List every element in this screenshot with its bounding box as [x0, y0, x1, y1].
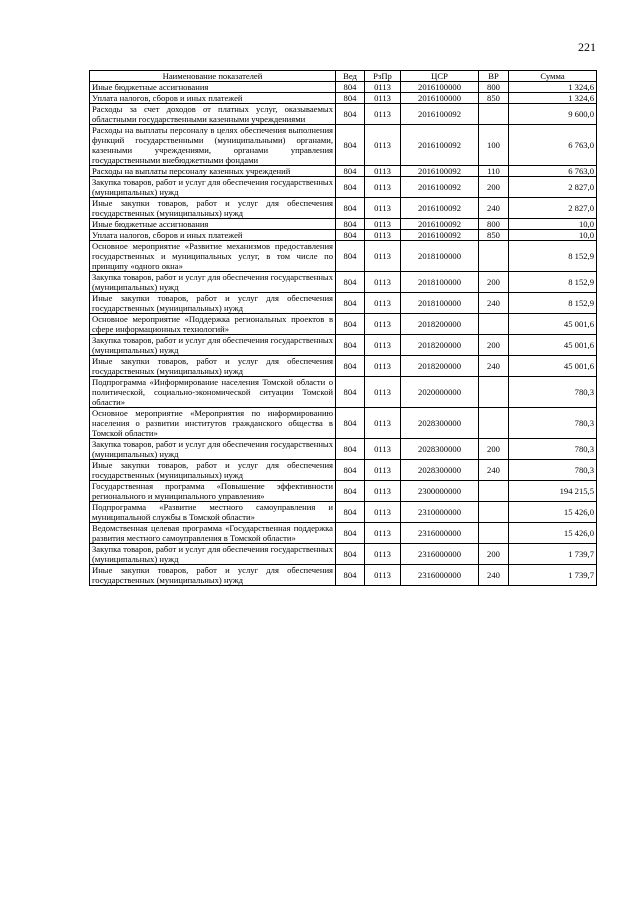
cell-rzpr: 0113: [365, 241, 401, 272]
cell-rzpr: 0113: [365, 565, 401, 586]
cell-name: Закупка товаров, работ и услуг для обеспечения государственных (муниципальных) нужд: [90, 335, 336, 356]
table-row: [90, 335, 597, 356]
cell-vr: 240: [479, 198, 509, 219]
table-row: [90, 272, 597, 293]
cell-csr: 2016100092: [401, 219, 479, 230]
cell-rzpr: 0113: [365, 272, 401, 293]
table-row: [90, 408, 597, 439]
cell-vr: [479, 523, 509, 544]
cell-csr: 2018100000: [401, 241, 479, 272]
header-vr: ВР: [479, 71, 509, 82]
cell-vr: 240: [479, 460, 509, 481]
cell-vr: 200: [479, 335, 509, 356]
cell-name: Иные бюджетные ассигнования: [90, 219, 336, 230]
cell-rzpr: 0113: [365, 125, 401, 166]
cell-vr: 240: [479, 356, 509, 377]
cell-vr: [479, 377, 509, 408]
cell-ved: 804: [336, 544, 365, 565]
cell-sum: 780,3: [509, 460, 597, 481]
cell-sum: 15 426,0: [509, 523, 597, 544]
cell-ved: 804: [336, 166, 365, 177]
cell-name: Расходы на выплаты персоналу в целях обеспечения выполнения функций государственными (муниципальными) органами, казенными учреждениями, органами управления государственными внебюджетными фондами: [90, 125, 336, 166]
cell-name: Государственная программа «Повышение эффективности регионального и муниципального управления»: [90, 481, 336, 502]
cell-name: Уплата налогов, сборов и иных платежей: [90, 93, 336, 104]
cell-rzpr: 0113: [365, 93, 401, 104]
cell-ved: 804: [336, 314, 365, 335]
cell-sum: 45 001,6: [509, 335, 597, 356]
cell-name: Иные закупки товаров, работ и услуг для обеспечения государственных (муниципальных) нужд: [90, 460, 336, 481]
table-row: [90, 166, 597, 177]
cell-name: Уплата налогов, сборов и иных платежей: [90, 230, 336, 241]
cell-vr: [479, 241, 509, 272]
cell-name: Закупка товаров, работ и услуг для обеспечения государственных (муниципальных) нужд: [90, 272, 336, 293]
cell-name: Закупка товаров, работ и услуг для обеспечения государственных (муниципальных) нужд: [90, 177, 336, 198]
table-row: [90, 93, 597, 104]
table-header-row: [90, 71, 597, 82]
table-row: [90, 198, 597, 219]
cell-rzpr: 0113: [365, 82, 401, 93]
cell-ved: 804: [336, 125, 365, 166]
cell-rzpr: 0113: [365, 219, 401, 230]
cell-ved: 804: [336, 523, 365, 544]
cell-sum: 780,3: [509, 377, 597, 408]
cell-rzpr: 0113: [365, 177, 401, 198]
table-row: [90, 502, 597, 523]
cell-rzpr: 0113: [365, 166, 401, 177]
cell-sum: 10,0: [509, 230, 597, 241]
cell-ved: 804: [336, 198, 365, 219]
cell-ved: 804: [336, 293, 365, 314]
cell-ved: 804: [336, 502, 365, 523]
cell-csr: 2018100000: [401, 293, 479, 314]
cell-csr: 2028300000: [401, 439, 479, 460]
table-row: [90, 230, 597, 241]
table-row: [90, 104, 597, 125]
table-row: [90, 241, 597, 272]
cell-vr: 850: [479, 230, 509, 241]
table-row: [90, 293, 597, 314]
table-row: [90, 125, 597, 166]
cell-ved: 804: [336, 439, 365, 460]
cell-csr: 2316000000: [401, 565, 479, 586]
cell-sum: 8 152,9: [509, 293, 597, 314]
cell-name: Основное мероприятие «Поддержка региональных проектов в сфере информационных технологий»: [90, 314, 336, 335]
cell-ved: 804: [336, 241, 365, 272]
cell-rzpr: 0113: [365, 314, 401, 335]
cell-name: Расходы на выплаты персоналу казенных учреждений: [90, 166, 336, 177]
table-row: [90, 356, 597, 377]
cell-csr: 2018100000: [401, 272, 479, 293]
table-row: [90, 177, 597, 198]
cell-rzpr: 0113: [365, 502, 401, 523]
cell-csr: 2018200000: [401, 356, 479, 377]
cell-ved: 804: [336, 272, 365, 293]
cell-ved: 804: [336, 377, 365, 408]
page-number: 221: [578, 40, 596, 54]
cell-name: Иные закупки товаров, работ и услуг для обеспечения государственных (муниципальных) нужд: [90, 293, 336, 314]
cell-ved: 804: [336, 335, 365, 356]
cell-sum: 780,3: [509, 408, 597, 439]
cell-csr: 2028300000: [401, 460, 479, 481]
table-row: [90, 481, 597, 502]
cell-name: Ведомственная целевая программа «Государственная поддержка развития местного самоуправления в Томской области»: [90, 523, 336, 544]
cell-name: Иные закупки товаров, работ и услуг для обеспечения государственных (муниципальных) нужд: [90, 565, 336, 586]
cell-sum: 1 739,7: [509, 544, 597, 565]
cell-sum: 8 152,9: [509, 272, 597, 293]
cell-vr: 200: [479, 177, 509, 198]
cell-ved: 804: [336, 230, 365, 241]
cell-vr: 110: [479, 166, 509, 177]
cell-csr: 2018200000: [401, 335, 479, 356]
table-row: [90, 460, 597, 481]
cell-vr: [479, 104, 509, 125]
cell-sum: 1 324,6: [509, 82, 597, 93]
cell-rzpr: 0113: [365, 460, 401, 481]
cell-rzpr: 0113: [365, 104, 401, 125]
cell-name: Закупка товаров, работ и услуг для обеспечения государственных (муниципальных) нужд: [90, 544, 336, 565]
header-csr: ЦСР: [401, 71, 479, 82]
header-rzpr: РзПр: [365, 71, 401, 82]
cell-csr: 2316000000: [401, 523, 479, 544]
cell-csr: 2020000000: [401, 377, 479, 408]
cell-sum: 1 324,6: [509, 93, 597, 104]
table-row: [90, 219, 597, 230]
header-sum: Сумма: [509, 71, 597, 82]
cell-name: Подпрограмма «Информирование населения Томской области о политической, социально-экономической ситуации Томской области»: [90, 377, 336, 408]
cell-vr: [479, 408, 509, 439]
cell-ved: 804: [336, 93, 365, 104]
cell-csr: 2016100092: [401, 104, 479, 125]
cell-name: Иные бюджетные ассигнования: [90, 82, 336, 93]
cell-sum: 2 827,0: [509, 198, 597, 219]
header-ved: Вед: [336, 71, 365, 82]
cell-name: Закупка товаров, работ и услуг для обеспечения государственных (муниципальных) нужд: [90, 439, 336, 460]
header-name: Наименование показателей: [90, 71, 336, 82]
cell-vr: [479, 481, 509, 502]
cell-csr: 2016100000: [401, 82, 479, 93]
cell-csr: 2016100092: [401, 125, 479, 166]
cell-csr: 2016100000: [401, 93, 479, 104]
cell-ved: 804: [336, 219, 365, 230]
cell-sum: 1 739,7: [509, 565, 597, 586]
cell-sum: 8 152,9: [509, 241, 597, 272]
cell-vr: [479, 502, 509, 523]
cell-sum: 6 763,0: [509, 166, 597, 177]
cell-rzpr: 0113: [365, 408, 401, 439]
cell-ved: 804: [336, 82, 365, 93]
table-row: [90, 544, 597, 565]
cell-sum: 9 600,0: [509, 104, 597, 125]
cell-csr: 2028300000: [401, 408, 479, 439]
table-row: [90, 565, 597, 586]
cell-sum: 6 763,0: [509, 125, 597, 166]
cell-sum: 780,3: [509, 439, 597, 460]
cell-vr: 800: [479, 82, 509, 93]
cell-vr: 200: [479, 439, 509, 460]
table-row: [90, 523, 597, 544]
table-row: [90, 439, 597, 460]
budget-table: [89, 70, 597, 586]
cell-rzpr: 0113: [365, 523, 401, 544]
table-row: [90, 82, 597, 93]
cell-name: Расходы за счет доходов от платных услуг, оказываемых областными государственными казенными учреждениями: [90, 104, 336, 125]
table-body: [90, 82, 597, 586]
cell-vr: 240: [479, 565, 509, 586]
cell-vr: 800: [479, 219, 509, 230]
cell-vr: 200: [479, 272, 509, 293]
cell-ved: 804: [336, 177, 365, 198]
cell-vr: 100: [479, 125, 509, 166]
cell-ved: 804: [336, 104, 365, 125]
table-row: [90, 314, 597, 335]
table-row: [90, 377, 597, 408]
cell-sum: 45 001,6: [509, 314, 597, 335]
cell-vr: 240: [479, 293, 509, 314]
cell-name: Подпрограмма «Развитие местного самоуправления и муниципальной службы в Томской области»: [90, 502, 336, 523]
cell-vr: 850: [479, 93, 509, 104]
cell-name: Основное мероприятие «Развитие механизмов предоставления государственных и муниципальных услуг, в том числе по принципу «одного окна»: [90, 241, 336, 272]
cell-csr: 2018200000: [401, 314, 479, 335]
cell-csr: 2016100092: [401, 198, 479, 219]
cell-name: Иные закупки товаров, работ и услуг для обеспечения государственных (муниципальных) нужд: [90, 198, 336, 219]
cell-rzpr: 0113: [365, 293, 401, 314]
cell-vr: 200: [479, 544, 509, 565]
cell-rzpr: 0113: [365, 335, 401, 356]
cell-csr: 2016100092: [401, 166, 479, 177]
cell-vr: [479, 314, 509, 335]
cell-ved: 804: [336, 408, 365, 439]
cell-rzpr: 0113: [365, 481, 401, 502]
cell-rzpr: 0113: [365, 439, 401, 460]
cell-ved: 804: [336, 565, 365, 586]
cell-sum: 2 827,0: [509, 177, 597, 198]
cell-rzpr: 0113: [365, 356, 401, 377]
cell-sum: 10,0: [509, 219, 597, 230]
cell-sum: 15 426,0: [509, 502, 597, 523]
cell-ved: 804: [336, 460, 365, 481]
cell-rzpr: 0113: [365, 544, 401, 565]
cell-rzpr: 0113: [365, 198, 401, 219]
cell-ved: 804: [336, 356, 365, 377]
cell-name: Иные закупки товаров, работ и услуг для обеспечения государственных (муниципальных) нужд: [90, 356, 336, 377]
cell-csr: 2300000000: [401, 481, 479, 502]
cell-csr: 2016100092: [401, 177, 479, 198]
cell-rzpr: 0113: [365, 230, 401, 241]
cell-ved: 804: [336, 481, 365, 502]
cell-csr: 2310000000: [401, 502, 479, 523]
cell-csr: 2316000000: [401, 544, 479, 565]
cell-csr: 2016100092: [401, 230, 479, 241]
cell-sum: 194 215,5: [509, 481, 597, 502]
cell-rzpr: 0113: [365, 377, 401, 408]
cell-sum: 45 001,6: [509, 356, 597, 377]
cell-name: Основное мероприятие «Мероприятия по информированию населения о развитии институтов гражданского общества в Томской области»: [90, 408, 336, 439]
